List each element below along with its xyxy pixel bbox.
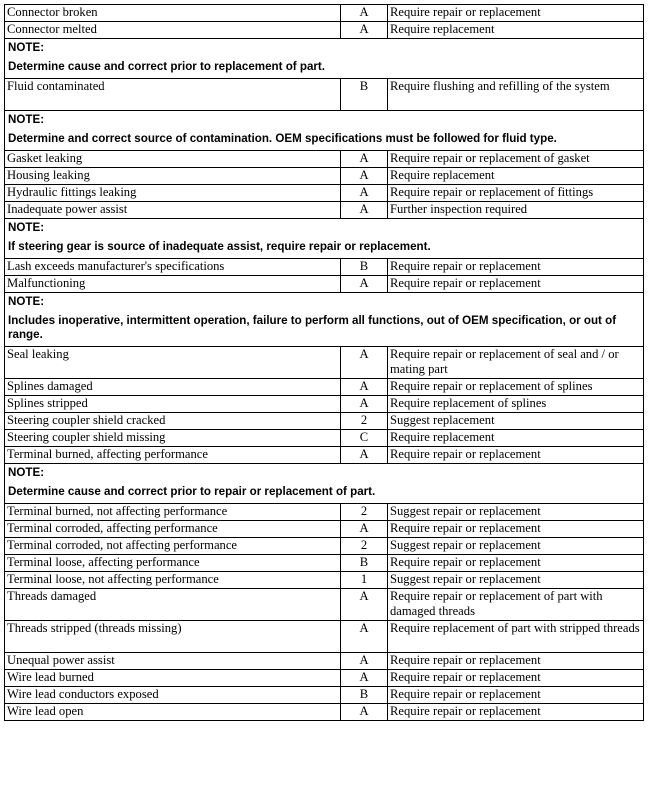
code-cell: A: [341, 347, 388, 379]
table-row: [5, 504, 644, 521]
code-cell: B: [341, 687, 388, 704]
procedure-cell: Require repair or replacement: [388, 555, 644, 572]
table-row: [5, 704, 644, 721]
code-cell: C: [341, 430, 388, 447]
code-cell: 2: [341, 538, 388, 555]
table-row: [5, 521, 644, 538]
code-cell: A: [341, 5, 388, 22]
condition-cell: Wire lead conductors exposed: [5, 687, 341, 704]
condition-cell: Inadequate power assist: [5, 202, 341, 219]
note-row: [5, 464, 644, 504]
condition-cell: Splines damaged: [5, 379, 341, 396]
note-label: NOTE:: [8, 295, 45, 308]
condition-cell: Terminal loose, not affecting performance: [5, 572, 341, 589]
table-row: [5, 347, 644, 379]
table-row: [5, 447, 644, 464]
code-cell: A: [341, 447, 388, 464]
note-cell: [5, 219, 644, 259]
condition-cell: Wire lead burned: [5, 670, 341, 687]
note-text: Includes inoperative, intermittent operation, failure to perform all functions, out of OEM specification, or out of range.: [8, 314, 617, 341]
condition-cell: Seal leaking: [5, 347, 341, 379]
code-cell: A: [341, 168, 388, 185]
note-cell: [5, 111, 644, 151]
code-cell: A: [341, 589, 388, 621]
code-cell: 2: [341, 413, 388, 430]
condition-cell: Housing leaking: [5, 168, 341, 185]
procedure-cell: Require repair or replacement of gasket: [388, 151, 644, 168]
condition-cell: Connector melted: [5, 22, 341, 39]
condition-cell: Threads damaged: [5, 589, 341, 621]
table-row: [5, 79, 644, 111]
table-row: [5, 572, 644, 589]
table-row: [5, 276, 644, 293]
procedure-cell: Require repair or replacement: [388, 653, 644, 670]
condition-cell: Terminal burned, not affecting performance: [5, 504, 341, 521]
code-cell: A: [341, 202, 388, 219]
condition-cell: Unequal power assist: [5, 653, 341, 670]
note-label: NOTE:: [8, 466, 45, 479]
procedure-cell: Suggest repair or replacement: [388, 538, 644, 555]
code-cell: A: [341, 22, 388, 39]
condition-cell: Splines stripped: [5, 396, 341, 413]
condition-cell: Terminal burned, affecting performance: [5, 447, 341, 464]
procedure-cell: Require replacement of part with stripped threads: [388, 621, 644, 653]
table-row: [5, 621, 644, 653]
condition-cell: Wire lead open: [5, 704, 341, 721]
procedure-cell: Suggest replacement: [388, 413, 644, 430]
procedure-cell: Require repair or replacement of splines: [388, 379, 644, 396]
procedure-cell: Require repair or replacement: [388, 259, 644, 276]
procedure-cell: Require replacement: [388, 430, 644, 447]
table-row: [5, 259, 644, 276]
table-row: [5, 168, 644, 185]
procedure-cell: Require repair or replacement: [388, 687, 644, 704]
code-cell: B: [341, 79, 388, 111]
procedure-cell: Require repair or replacement: [388, 5, 644, 22]
note-text: Determine cause and correct prior to repair or replacement of part.: [8, 485, 376, 498]
note-row: [5, 39, 644, 79]
note-cell: [5, 293, 644, 347]
table-row: [5, 151, 644, 168]
code-cell: A: [341, 521, 388, 538]
condition-cell: Lash exceeds manufacturer's specifications: [5, 259, 341, 276]
table-row: [5, 185, 644, 202]
condition-cell: Terminal loose, affecting performance: [5, 555, 341, 572]
procedure-cell: Require repair or replacement of part with damaged threads: [388, 589, 644, 621]
note-cell: [5, 39, 644, 79]
procedure-cell: Require repair or replacement of fittings: [388, 185, 644, 202]
procedure-cell: Require replacement of splines: [388, 396, 644, 413]
procedure-cell: Require repair or replacement: [388, 521, 644, 538]
table-row: [5, 687, 644, 704]
table-row: [5, 538, 644, 555]
table-row: [5, 653, 644, 670]
note-row: [5, 111, 644, 151]
note-label: NOTE:: [8, 113, 45, 126]
condition-cell: Gasket leaking: [5, 151, 341, 168]
table-row: [5, 22, 644, 39]
procedure-cell: Suggest repair or replacement: [388, 504, 644, 521]
table-row: [5, 555, 644, 572]
condition-cell: Connector broken: [5, 5, 341, 22]
procedure-cell: Require repair or replacement: [388, 704, 644, 721]
table-row: [5, 5, 644, 22]
note-label: NOTE:: [8, 221, 45, 234]
table-row: [5, 379, 644, 396]
table-row: [5, 430, 644, 447]
procedure-cell: Require repair or replacement: [388, 670, 644, 687]
condition-cell: Malfunctioning: [5, 276, 341, 293]
note-row: [5, 219, 644, 259]
inspection-table: [4, 4, 644, 721]
table-row: [5, 413, 644, 430]
condition-cell: Steering coupler shield cracked: [5, 413, 341, 430]
code-cell: 2: [341, 504, 388, 521]
condition-cell: Fluid contaminated: [5, 79, 341, 111]
code-cell: A: [341, 151, 388, 168]
code-cell: B: [341, 259, 388, 276]
condition-cell: Terminal corroded, not affecting performance: [5, 538, 341, 555]
table-row: [5, 396, 644, 413]
code-cell: A: [341, 653, 388, 670]
code-cell: B: [341, 555, 388, 572]
procedure-cell: Require flushing and refilling of the system: [388, 79, 644, 111]
procedure-cell: Require replacement: [388, 168, 644, 185]
note-cell: [5, 464, 644, 504]
note-text: Determine cause and correct prior to replacement of part.: [8, 60, 325, 73]
procedure-cell: Require repair or replacement: [388, 276, 644, 293]
note-label: NOTE:: [8, 41, 45, 54]
note-row: [5, 293, 644, 347]
procedure-cell: Require repair or replacement of seal and / or mating part: [388, 347, 644, 379]
code-cell: A: [341, 379, 388, 396]
code-cell: A: [341, 621, 388, 653]
condition-cell: Terminal corroded, affecting performance: [5, 521, 341, 538]
code-cell: A: [341, 670, 388, 687]
condition-cell: Steering coupler shield missing: [5, 430, 341, 447]
procedure-cell: Require repair or replacement: [388, 447, 644, 464]
code-cell: A: [341, 396, 388, 413]
code-cell: 1: [341, 572, 388, 589]
procedure-cell: Require replacement: [388, 22, 644, 39]
code-cell: A: [341, 276, 388, 293]
table-row: [5, 589, 644, 621]
table-row: [5, 202, 644, 219]
table-row: [5, 670, 644, 687]
condition-cell: Threads stripped (threads missing): [5, 621, 341, 653]
note-text: If steering gear is source of inadequate assist, require repair or replacement.: [8, 240, 431, 253]
note-text: Determine and correct source of contamination. OEM specifications must be followed for fluid type.: [8, 132, 557, 145]
condition-cell: Hydraulic fittings leaking: [5, 185, 341, 202]
code-cell: A: [341, 185, 388, 202]
procedure-cell: Suggest repair or replacement: [388, 572, 644, 589]
code-cell: A: [341, 704, 388, 721]
procedure-cell: Further inspection required: [388, 202, 644, 219]
